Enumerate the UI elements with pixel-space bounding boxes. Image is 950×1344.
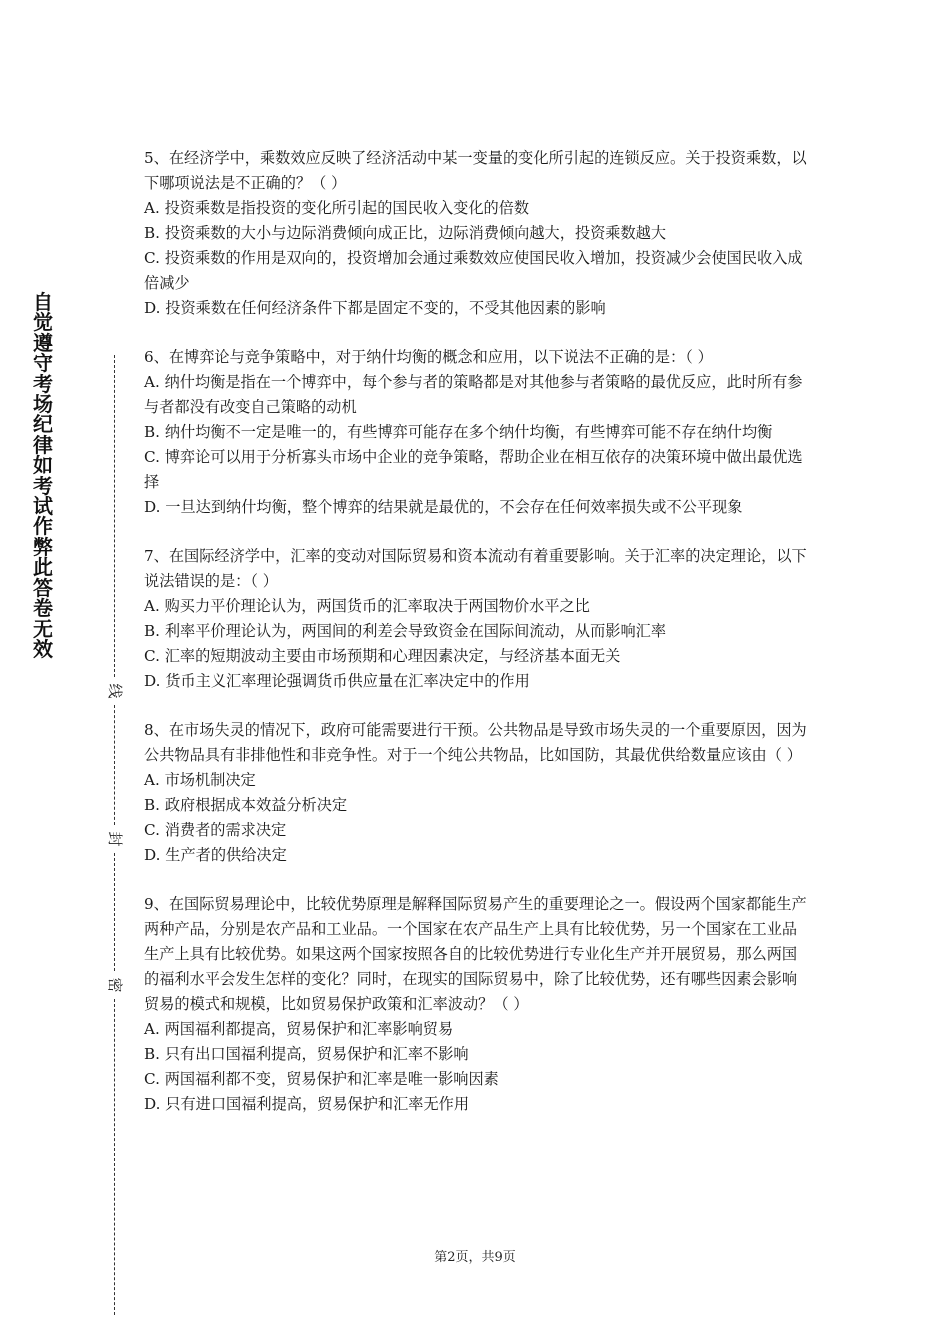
binding-mark-xian: 线 [106,683,124,699]
question-5 [144,146,808,321]
question-stem: 6、在博弈论与竞争策略中，对于纳什均衡的概念和应用，以下说法不正确的是：（ ） [144,348,713,366]
question-stem: 9、在国际贸易理论中，比较优势原理是解释国际贸易产生的重要理论之一。假设两个国家都能生产两种产品，分别是农产品和工业品。一个国家在农产品生产上具有比较优势，另一个国家在工业品生产上具有比较优势。如果这两个国家按照各自的比较优势进行专业化生产并开展贸易，那么两国的福利水平会发生怎样的变化？同时，在现实的国际贸易中，除了比较优势，还有哪些因素会影响贸易的模式和规模，比如贸易保护政策和汇率波动？（ ） [144,895,807,1013]
option-b: B. 投资乘数的大小与边际消费倾向成正比，边际消费倾向越大，投资乘数越大 [144,224,667,242]
option-d: D. 投资乘数在任何经济条件下都是固定不变的，不受其他因素的影响 [144,299,606,317]
page-number: 第2页，共9页 [434,1250,516,1265]
question-6 [144,345,808,520]
option-a: A. 购买力平价理论认为，两国货币的汇率取决于两国物价水平之比 [144,597,590,615]
binding-dash-segment [114,705,115,825]
option-b: B. 只有出口国福利提高，贸易保护和汇率不影响 [144,1045,469,1063]
question-8 [144,718,808,868]
option-c: C. 两国福利都不变，贸易保护和汇率是唯一影响因素 [144,1070,499,1088]
option-b: B. 利率平价理论认为，两国间的利差会导致资金在国际间流动，从而影响汇率 [144,622,667,640]
option-d: D. 生产者的供给决定 [144,846,287,864]
question-stem: 8、在市场失灵的情况下，政府可能需要进行干预。公共物品是导致市场失灵的一个重要原因，因为公共物品具有非排他性和非竞争性。对于一个纯公共物品，比如国防，其最优供给数量应该由（ ） [144,721,807,764]
binding-mark-feng: 封 [106,831,124,847]
binding-dash-segment [114,999,115,1315]
option-c: C. 博弈论可以用于分析寡头市场中企业的竞争策略，帮助企业在相互依存的决策环境中做出最优选择 [144,448,803,491]
exam-rules-vertical-title: 自觉遵守考场纪律如考试作弊此答卷无效 [33,290,53,661]
option-c: C. 投资乘数的作用是双向的，投资增加会通过乘数效应使国民收入增加，投资减少会使国民收入成倍减少 [144,249,803,292]
question-7 [144,544,808,694]
option-a: A. 纳什均衡是指在一个博弈中，每个参与者的策略都是对其他参与者策略的最优反应，此时所有参与者都没有改变自己策略的动机 [144,373,803,416]
option-b: B. 政府根据成本效益分析决定 [144,796,348,814]
option-d: D. 一旦达到纳什均衡，整个博弈的结果就是最优的，不会存在任何效率损失或不公平现象 [144,498,743,516]
option-d: D. 货币主义汇率理论强调货币供应量在汇率决定中的作用 [144,672,530,690]
binding-dash-segment [114,355,115,677]
option-d: D. 只有进口国福利提高，贸易保护和汇率无作用 [144,1095,470,1113]
question-stem: 7、在国际经济学中，汇率的变动对国际贸易和资本流动有着重要影响。关于汇率的决定理论，以下说法错误的是：（ ） [144,547,807,590]
question-list [144,146,808,1141]
option-a: A. 投资乘数是指投资的变化所引起的国民收入变化的倍数 [144,199,530,217]
option-c: C. 消费者的需求决定 [144,821,287,839]
option-c: C. 汇率的短期波动主要由市场预期和心理因素决定，与经济基本面无关 [144,647,621,665]
option-a: A. 市场机制决定 [144,771,256,789]
option-b: B. 纳什均衡不一定是唯一的，有些博弈可能存在多个纳什均衡，有些博弈可能不存在纳什均衡 [144,423,773,441]
binding-dash-segment [114,853,115,971]
question-9 [144,892,808,1117]
binding-mark-mi: 密 [106,977,124,993]
option-a: A. 两国福利都提高，贸易保护和汇率影响贸易 [144,1020,454,1038]
binding-line [105,355,125,1315]
question-stem: 5、在经济学中，乘数效应反映了经济活动中某一变量的变化所引起的连锁反应。关于投资乘数，以下哪项说法是不正确的？（ ） [144,149,807,192]
